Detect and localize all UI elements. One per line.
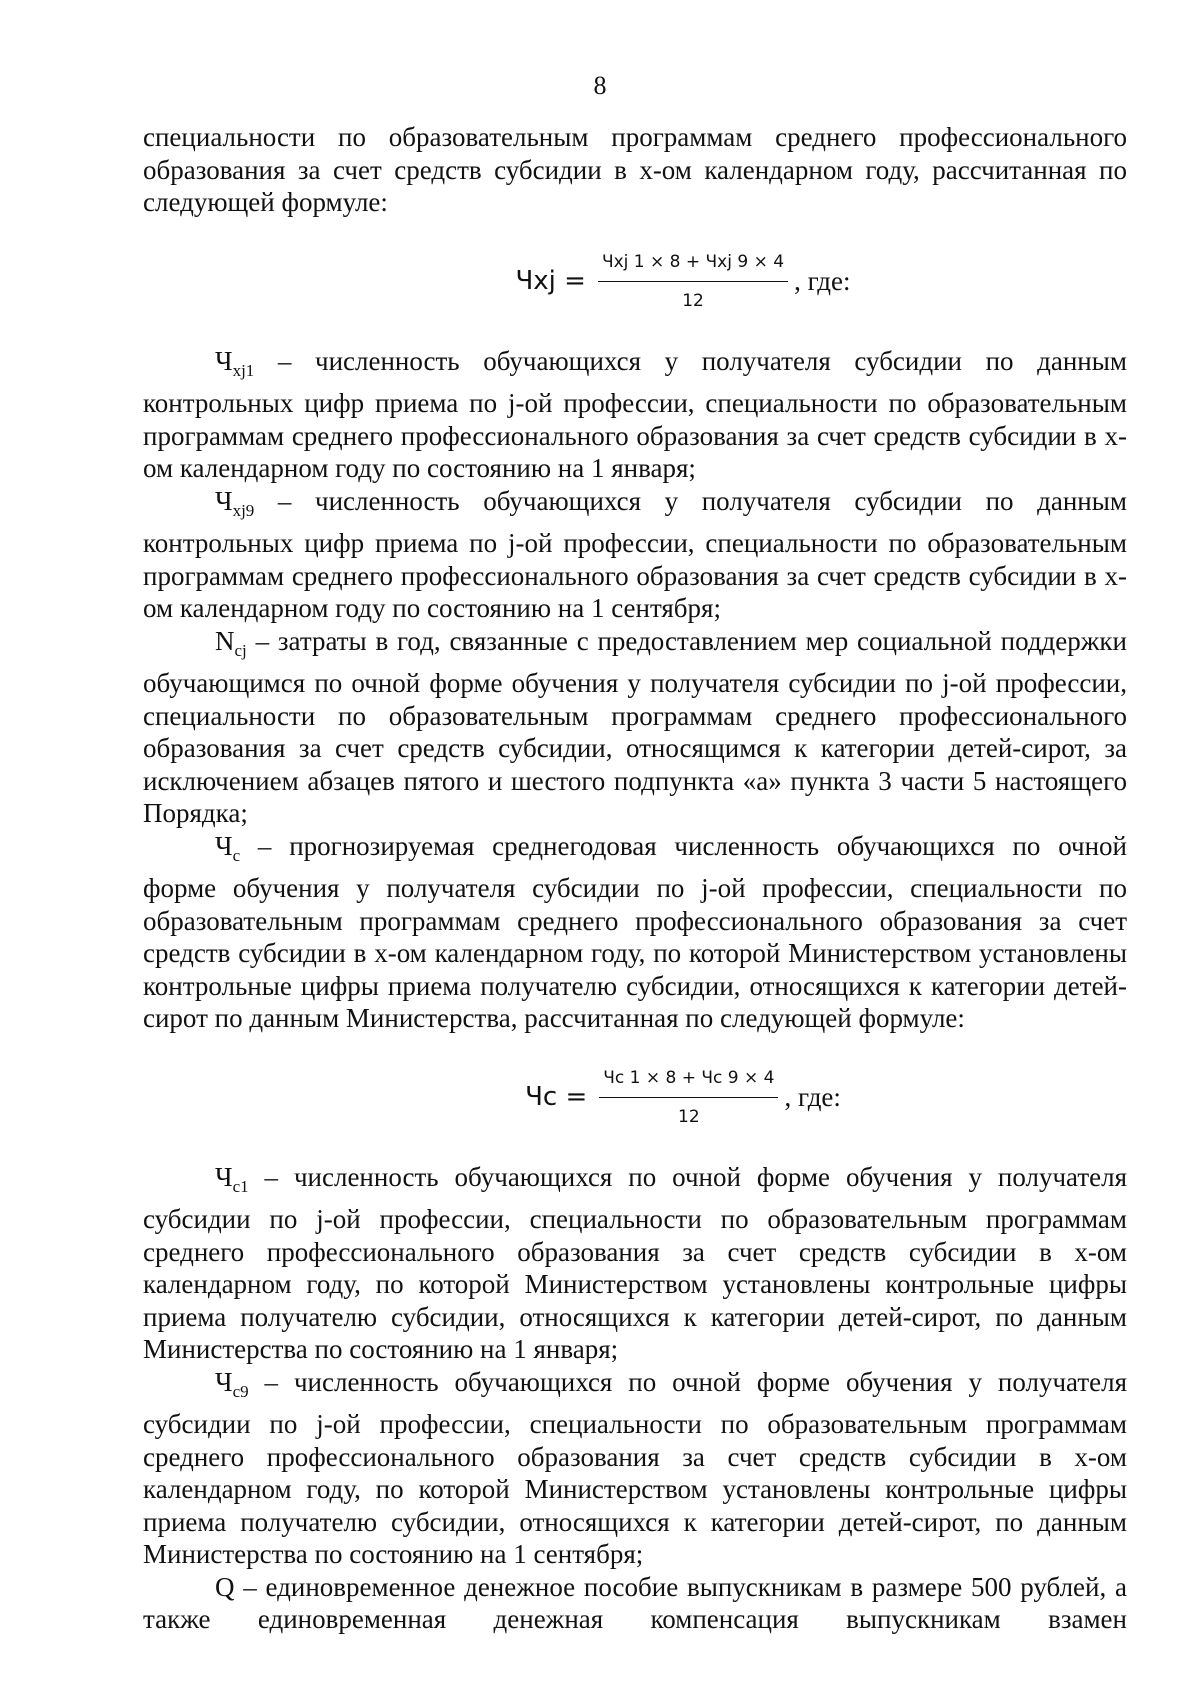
symbol-subscript: cj — [234, 640, 247, 660]
definition-text: – численность обучающихся у получателя субсидии по данным контрольных цифр приема по j-ой профессии, специальности по образовательным программам среднего профессионального образования за счет средств субсидии в х-ом календарном году по состоянию на 1 января; — [143, 345, 1127, 483]
definition-text: – прогнозируемая среднегодовая численность обучающихся по очной форме обучения у получателя субсидии по j-ой профессии, специальности по образовательным программам среднего профессионального образования за счет средств субсидии в х-ом календарном году, по которой Министерством установлены контрольные цифры приема получателю субсидии, относящихся к категории детей-сирот по данным Министерства, рассчитанная по следующей формуле: — [143, 830, 1127, 1033]
formula-ch-xj — [239, 219, 1127, 345]
definition-ch-c1 — [143, 1161, 1127, 1366]
intro-paragraph: специальности по образовательным программам среднего профессионального образования за счет средств субсидии в х-ом календарном году, рассчитанная по следующей формуле: — [143, 122, 1127, 217]
definition-ch-c — [143, 830, 1127, 1035]
formula-ch-c — [239, 1035, 1127, 1161]
formula-denominator: 12 — [678, 1107, 700, 1127]
symbol: Ч — [215, 830, 233, 861]
definition-text: – численность обучающихся у получателя субсидии по данным контрольных цифр приема по j-ой профессии, специальности по образовательным программам среднего профессионального образования за счет средств субсидии в х-ом календарном году по состоянию на 1 сентября; — [143, 485, 1127, 623]
definition-q: Q – единовременное денежное пособие выпускникам в размере 500 рублей, а также единовременная денежная компенсация выпускникам взамен — [143, 1571, 1127, 1634]
formula-numerator: Чс 1 × 8 + Чс 9 × 4 — [599, 1062, 778, 1099]
symbol: Ч — [215, 485, 233, 516]
definition-text: – численность обучающихся по очной форме обучения у получателя субсидии по j-ой профессии, специальности по образовательным программам среднего профессионального образования за счет средств субсидии в х-ом календарном году, по которой Министерством установлены контрольные цифры приема получателю субсидии, относящихся к категории детей-сирот, по данным Министерства по состоянию на 1 сентября; — [143, 1366, 1127, 1569]
definition-ch-xj1 — [143, 345, 1127, 485]
symbol: Ч — [215, 1366, 233, 1397]
symbol-subscript: с9 — [232, 1381, 249, 1401]
formula-lhs: Чс = — [525, 1082, 588, 1113]
definition-ch-xj9 — [143, 485, 1127, 625]
definition-text: – затраты в год, связанные с предоставлением мер социальной поддержки обучающимся по очной форме обучения у получателя субсидии по j-ой профессии, специальности по образовательным программам среднего профессионального образования за счет средств субсидии, относящимся к категории детей-сирот, за исключением абзацев пятого и шестого подпункта «а» пункта 3 части 5 настоящего Порядка; — [143, 625, 1127, 828]
formula-fraction — [599, 1062, 778, 1134]
definition-text: – численность обучающихся по очной форме обучения у получателя субсидии по j-ой профессии, специальности по образовательным программам среднего профессионального образования за счет средств субсидии в х-ом календарном году, по которой Министерством установлены контрольные цифры приема получателю субсидии, относящихся к категории детей-сирот, по данным Министерства по состоянию на 1 января; — [143, 1161, 1127, 1364]
symbol: Ч — [215, 345, 233, 376]
symbol: Ч — [215, 1161, 233, 1192]
formula-lhs: Чxj = — [515, 266, 586, 297]
symbol-subscript: xj9 — [232, 500, 255, 520]
formula-numerator: Чxj 1 × 8 + Чxj 9 × 4 — [598, 246, 788, 283]
symbol-subscript: с — [232, 845, 241, 865]
symbol: N — [215, 625, 235, 656]
formula-fraction — [598, 246, 788, 318]
formula-tail: , где: — [794, 266, 851, 297]
symbol-subscript: с1 — [232, 1176, 249, 1196]
formula-tail: , где: — [784, 1082, 841, 1113]
page-number: 8 — [593, 71, 607, 100]
definition-ch-c9 — [143, 1366, 1127, 1571]
formula-denominator: 12 — [682, 291, 704, 311]
definition-n-cj — [143, 625, 1127, 830]
document-body — [143, 121, 1127, 1636]
symbol-subscript: xj1 — [232, 360, 255, 380]
